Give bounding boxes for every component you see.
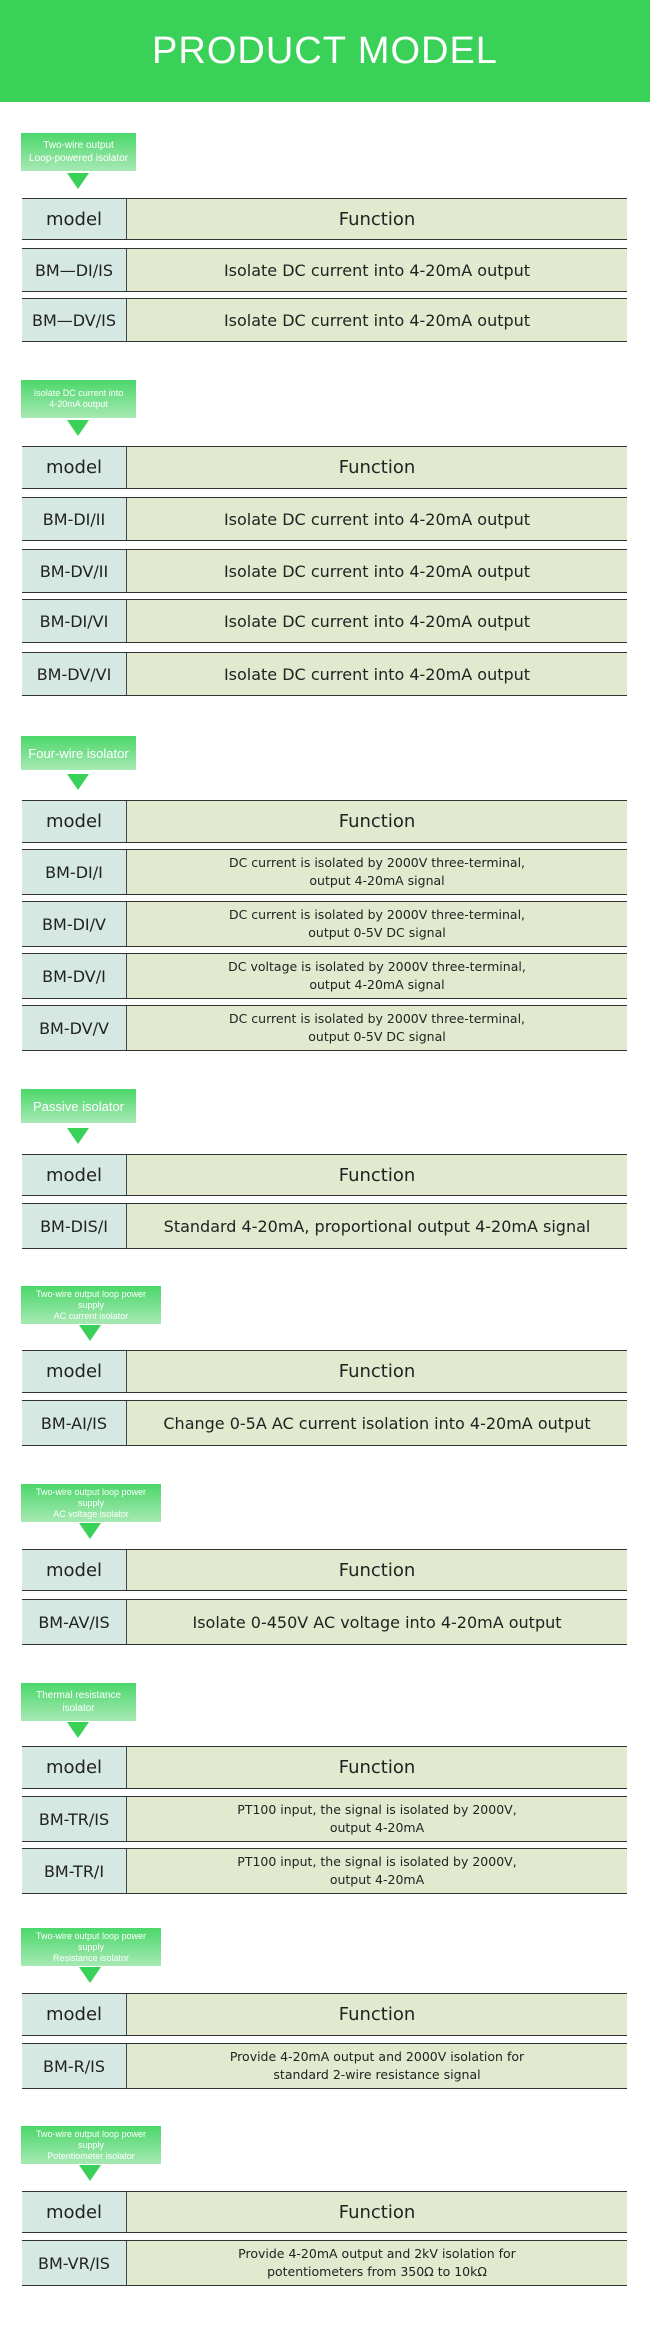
function-line-1: Provide 4-20mA output and 2kV isolation for <box>238 2246 516 2261</box>
column-header-function: Function <box>127 801 627 842</box>
function-line-2: output 0-5V DC signal <box>308 925 446 940</box>
table-header-row <box>22 1154 627 1196</box>
function-line-1: DC current is isolated by 2000V three-terminal, <box>228 907 526 922</box>
category-tag-potentiometer <box>21 2126 161 2164</box>
column-header-function: Function <box>127 199 627 239</box>
table-row <box>22 497 627 541</box>
down-arrow-icon <box>67 173 89 189</box>
category-tag-ac-current <box>21 1286 161 1324</box>
table-header-row <box>22 800 627 843</box>
down-arrow-icon <box>79 2165 101 2181</box>
table-row <box>22 1848 627 1894</box>
down-arrow-icon <box>79 1325 101 1341</box>
function-cell <box>127 1849 627 1893</box>
column-header-model: model <box>22 1351 127 1392</box>
function-cell: Standard 4-20mA, proportional output 4-20mA signal <box>127 1204 627 1248</box>
table-row <box>22 652 627 696</box>
column-header-model: model <box>22 801 127 842</box>
down-arrow-icon <box>79 1967 101 1983</box>
model-cell: BM-AI/IS <box>22 1401 127 1445</box>
column-header-model: model <box>22 1550 127 1590</box>
category-tag-passive <box>21 1089 136 1123</box>
function-line-1: PT100 input, the signal is isolated by 2000V, <box>237 1854 517 1869</box>
model-cell: BM-DI/V <box>22 902 127 946</box>
function-cell <box>127 2044 627 2088</box>
table-row <box>22 1203 627 1249</box>
model-cell: BM-DI/I <box>22 850 127 894</box>
column-header-model: model <box>22 199 127 239</box>
function-line-2: output 4-20mA <box>329 1872 425 1887</box>
table-row <box>22 1400 627 1446</box>
column-header-function: Function <box>127 1994 627 2035</box>
table-header-row <box>22 1350 627 1393</box>
table-header-row <box>22 1549 627 1591</box>
table-row <box>22 248 627 292</box>
tag-line: Resistance isolator <box>52 1952 130 1963</box>
column-header-model: model <box>22 1155 127 1195</box>
category-tag-four-wire <box>21 736 136 770</box>
column-header-function: Function <box>127 2192 627 2232</box>
tag-line: Four-wire isolator <box>28 745 129 761</box>
model-cell: BM-R/IS <box>22 2044 127 2088</box>
function-line-2: output 4-20mA <box>329 1820 425 1835</box>
column-header-model: model <box>22 1747 127 1788</box>
down-arrow-icon <box>67 420 89 436</box>
model-cell: BM-DI/VI <box>22 600 127 642</box>
tag-line: Passive isolator <box>32 1098 125 1114</box>
table-row <box>22 1599 627 1645</box>
tag-line: Isolate DC current into <box>33 388 124 398</box>
column-header-function: Function <box>127 1155 627 1195</box>
table-row <box>22 849 627 895</box>
category-tag-isolate-dc <box>21 380 136 418</box>
model-cell: BM—DV/IS <box>22 299 127 341</box>
table-row <box>22 953 627 999</box>
table-header-row <box>22 1746 627 1789</box>
function-cell: Isolate DC current into 4-20mA output <box>127 600 627 642</box>
column-header-function: Function <box>127 1351 627 1392</box>
function-cell: Isolate DC current into 4-20mA output <box>127 249 627 291</box>
function-cell: Change 0-5A AC current isolation into 4-20mA output <box>127 1401 627 1445</box>
function-line-2: potentiometers from 350Ω to 10kΩ <box>267 2264 487 2279</box>
page-title: PRODUCT MODEL <box>152 29 498 72</box>
function-line-1: DC current is isolated by 2000V three-terminal, <box>228 855 526 870</box>
function-line-2: output 4-20mA signal <box>309 977 445 992</box>
model-cell: BM-DV/VI <box>22 653 127 695</box>
category-tag-loop-powered <box>21 133 136 171</box>
tag-line: Two-wire output loop power supply <box>35 1486 147 1508</box>
tag-line: Two-wire output loop power supply <box>35 1288 147 1310</box>
model-cell: BM-DV/V <box>22 1006 127 1050</box>
tag-line: Thermal resistance isolator <box>35 1690 122 1714</box>
function-line-1: PT100 input, the signal is isolated by 2000V, <box>237 1802 517 1817</box>
table-header-row <box>22 446 627 489</box>
table-header-row <box>22 2191 627 2233</box>
function-line-2: output 4-20mA signal <box>309 873 445 888</box>
function-cell: Isolate DC current into 4-20mA output <box>127 498 627 540</box>
column-header-model: model <box>22 447 127 488</box>
model-cell: BM-DI/II <box>22 498 127 540</box>
function-cell <box>127 1797 627 1841</box>
table-row <box>22 549 627 593</box>
table-row <box>22 901 627 947</box>
model-cell: BM-AV/IS <box>22 1600 127 1644</box>
model-cell: BM-TR/IS <box>22 1797 127 1841</box>
category-tag-resistance <box>21 1928 161 1966</box>
function-cell <box>127 1006 627 1050</box>
column-header-function: Function <box>127 447 627 488</box>
category-tag-thermal-resistance <box>21 1683 136 1721</box>
function-cell <box>127 954 627 998</box>
model-cell: BM—DI/IS <box>22 249 127 291</box>
tag-line: Two-wire output <box>43 140 114 151</box>
model-cell: BM-TR/I <box>22 1849 127 1893</box>
function-cell <box>127 902 627 946</box>
table-row <box>22 298 627 342</box>
function-cell: Isolate DC current into 4-20mA output <box>127 653 627 695</box>
table-row <box>22 2240 627 2286</box>
tag-line: AC voltage isolator <box>53 1508 129 1519</box>
function-cell <box>127 850 627 894</box>
function-line-2: output 0-5V DC signal <box>308 1029 446 1044</box>
model-cell: BM-DV/I <box>22 954 127 998</box>
model-cell: BM-DV/II <box>22 550 127 592</box>
table-row <box>22 1005 627 1051</box>
tag-line: Loop-powered isolator <box>29 153 128 164</box>
function-cell: Isolate DC current into 4-20mA output <box>127 299 627 341</box>
column-header-function: Function <box>127 1747 627 1788</box>
down-arrow-icon <box>67 1128 89 1144</box>
column-header-model: model <box>22 1994 127 2035</box>
table-row <box>22 599 627 643</box>
down-arrow-icon <box>67 774 89 790</box>
page-header <box>0 0 650 102</box>
function-cell: Isolate 0-450V AC voltage into 4-20mA output <box>127 1600 627 1644</box>
function-line-1: Provide 4-20mA output and 2000V isolation for <box>229 2049 525 2064</box>
tag-line: 4-20mA output <box>49 399 108 409</box>
table-header-row <box>22 198 627 240</box>
function-cell <box>127 2241 627 2285</box>
function-line-1: DC current is isolated by 2000V three-terminal, <box>228 1011 526 1026</box>
model-cell: BM-VR/IS <box>22 2241 127 2285</box>
function-line-1: DC voltage is isolated by 2000V three-terminal, <box>228 959 526 974</box>
tag-line: Two-wire output loop power supply <box>35 1930 147 1952</box>
down-arrow-icon <box>79 1523 101 1539</box>
column-header-function: Function <box>127 1550 627 1590</box>
category-tag-ac-voltage <box>21 1484 161 1522</box>
column-header-model: model <box>22 2192 127 2232</box>
table-row <box>22 1796 627 1842</box>
table-row <box>22 2043 627 2089</box>
tag-line: Two-wire output loop power supply <box>35 2128 147 2150</box>
tag-line: Potentiometer isolator <box>47 2150 135 2161</box>
function-cell: Isolate DC current into 4-20mA output <box>127 550 627 592</box>
model-cell: BM-DIS/I <box>22 1204 127 1248</box>
table-header-row <box>22 1993 627 2036</box>
function-line-2: standard 2-wire resistance signal <box>273 2067 481 2082</box>
tag-line: AC current isolator <box>53 1310 129 1321</box>
down-arrow-icon <box>67 1722 89 1738</box>
